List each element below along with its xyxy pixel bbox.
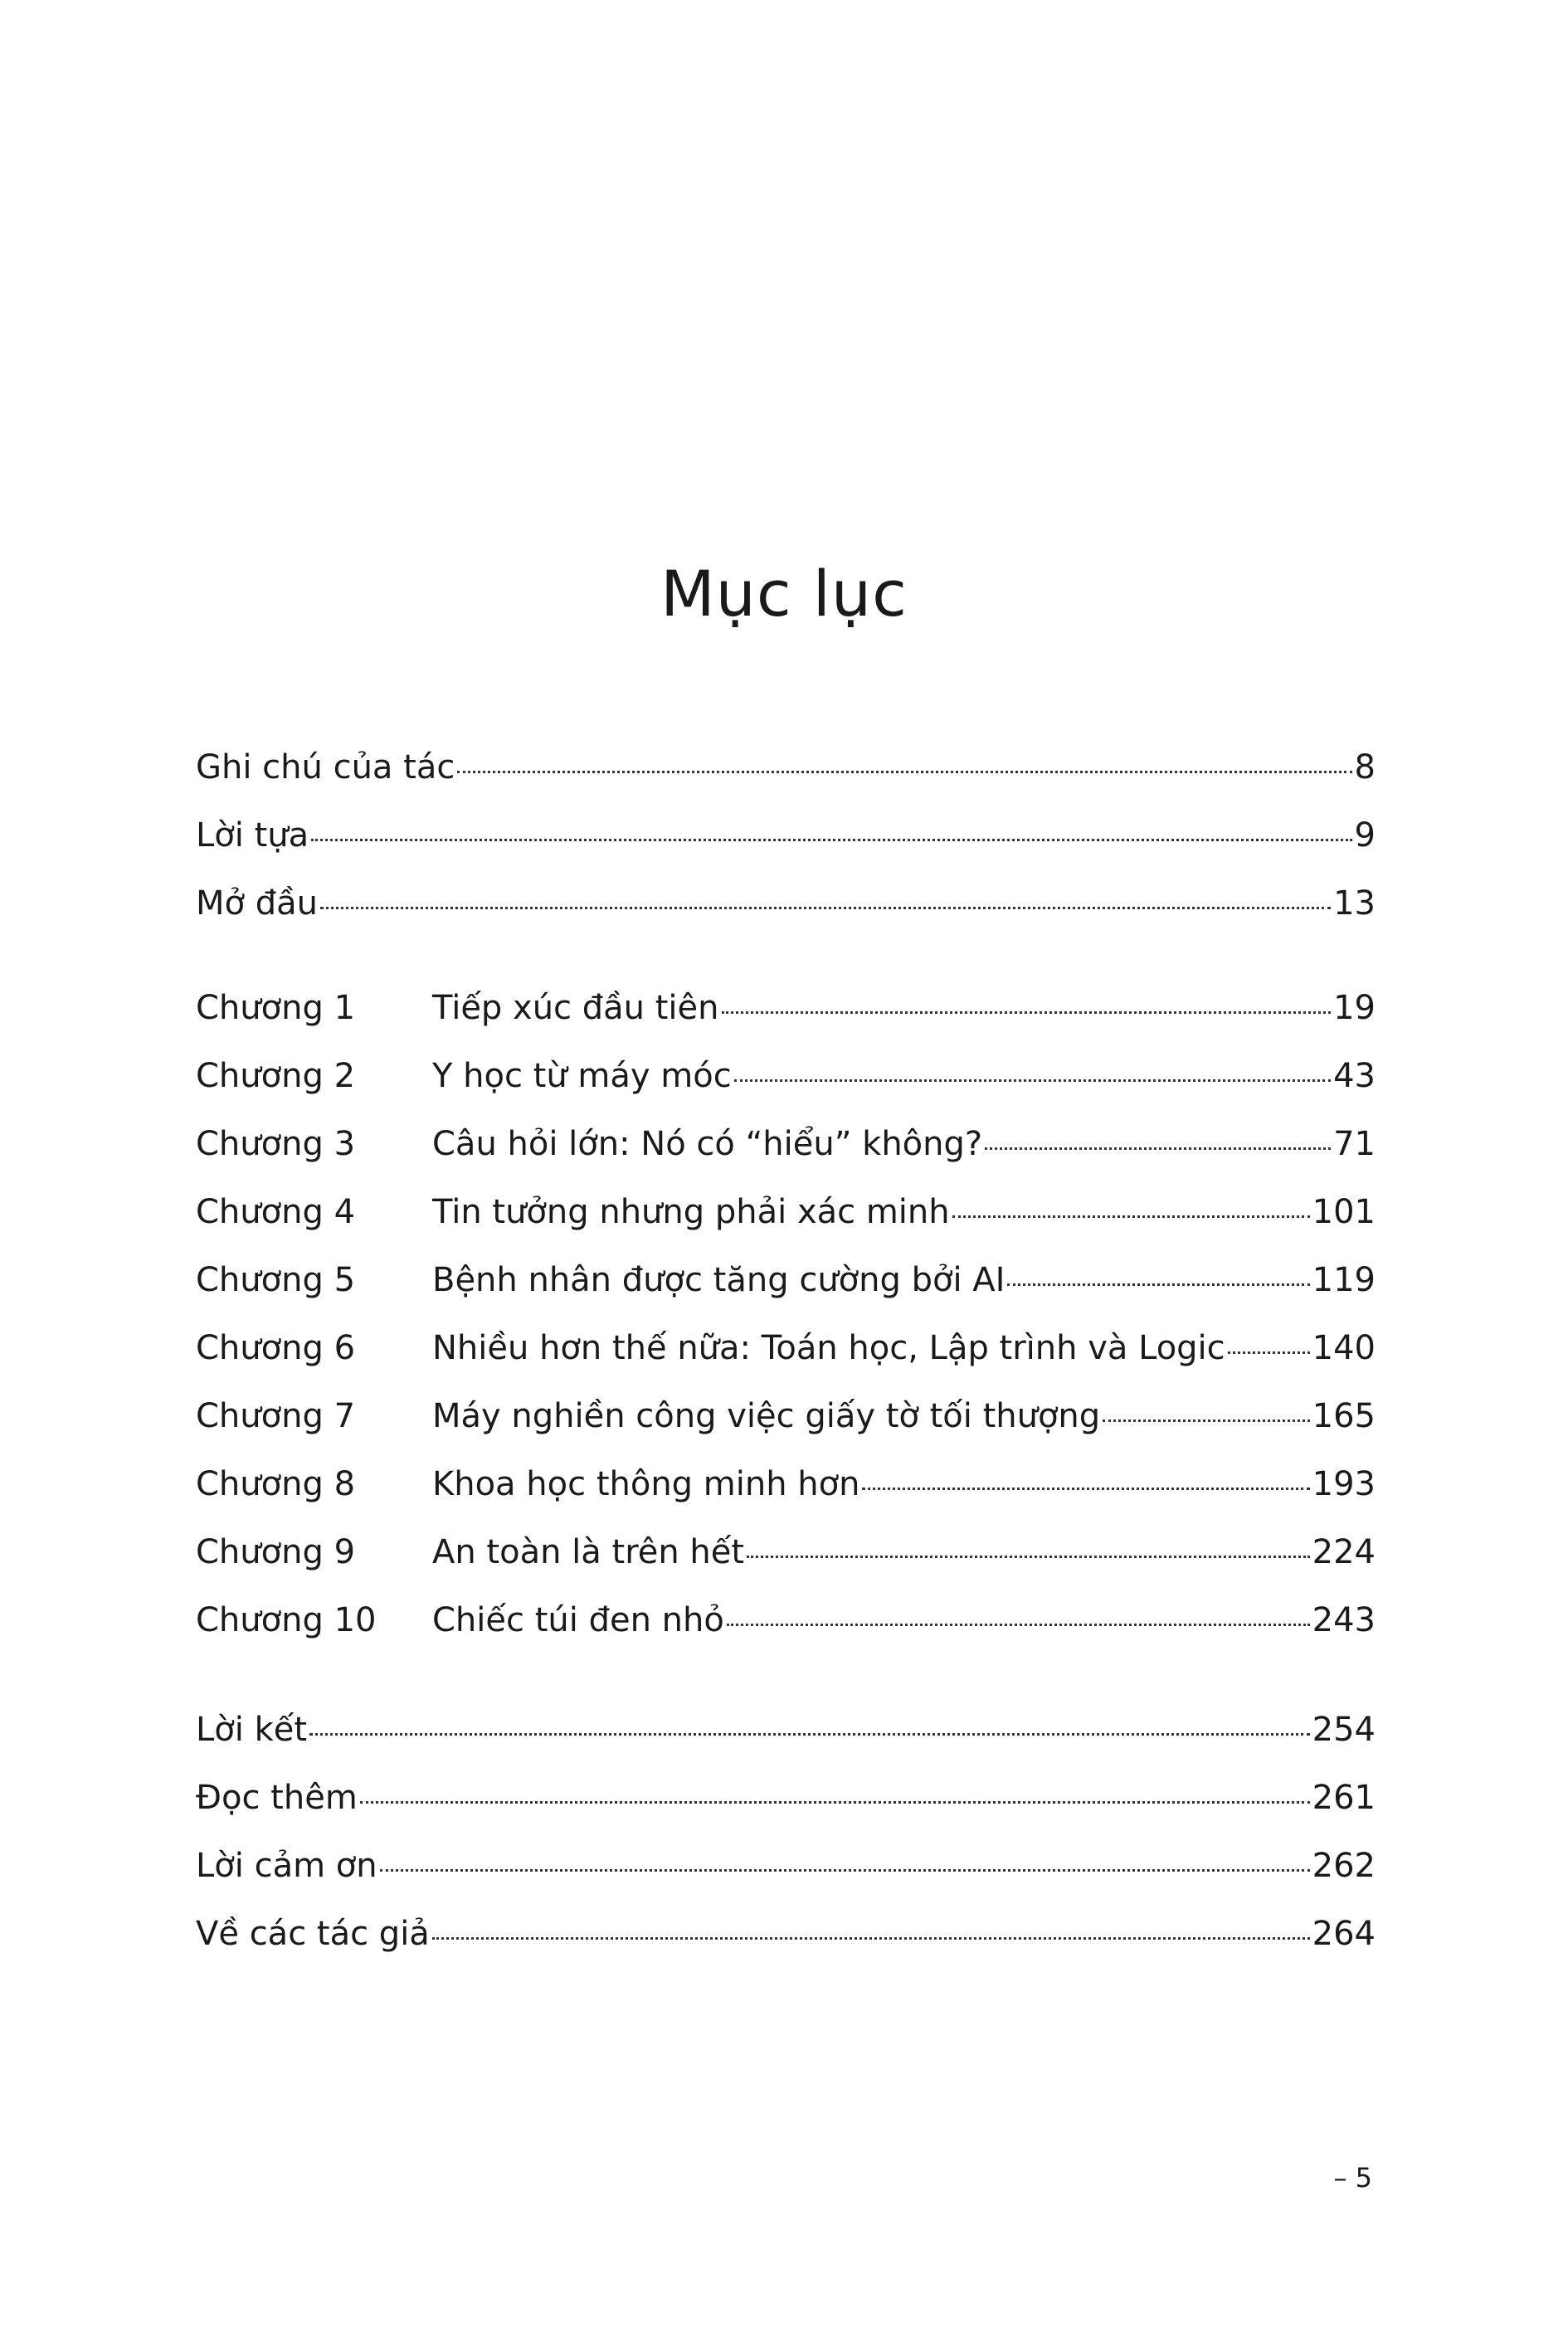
chapter-label: Chương 1	[196, 989, 356, 1027]
entry-title: Lời tựa	[196, 816, 309, 855]
chapter-page-number: 140	[1312, 1329, 1376, 1367]
toc-entry	[196, 811, 1376, 860]
chapter-entry	[196, 1391, 1376, 1441]
footer-page-number: – 5	[1333, 2162, 1372, 2194]
entry-title: Mở đầu	[196, 884, 318, 923]
chapter-label: Chương 3	[196, 1125, 356, 1163]
chapter-page-number: 165	[1312, 1397, 1376, 1435]
chapter-title: Tin tưởng nhưng phải xác minh	[432, 1193, 950, 1231]
dot-leader	[747, 1556, 1310, 1558]
toc-entry	[196, 743, 1376, 792]
entry-page-number: 13	[1333, 884, 1376, 923]
entry-title: Về các tác giả	[196, 1915, 430, 1953]
toc-entry	[196, 1773, 1376, 1823]
entry-page-number: 9	[1354, 816, 1376, 855]
chapter-label: Chương 2	[196, 1057, 356, 1095]
toc-entry	[196, 879, 1376, 928]
page-title: Mục lục	[660, 556, 908, 631]
dot-leader	[1007, 1283, 1309, 1286]
dot-leader	[1228, 1351, 1310, 1354]
chapter-title: Khoa học thông minh hơn	[432, 1465, 860, 1503]
chapter-label: Chương 6	[196, 1329, 356, 1367]
chapter-page-number: 243	[1312, 1601, 1376, 1639]
chapter-page-number: 71	[1333, 1125, 1376, 1163]
chapter-title: An toàn là trên hết	[432, 1533, 745, 1571]
toc-entry	[196, 1841, 1376, 1891]
chapter-page-number: 19	[1333, 989, 1376, 1027]
chapter-entry	[196, 983, 1376, 1033]
chapter-page-number: 43	[1333, 1057, 1376, 1095]
chapter-title: Chiếc túi đen nhỏ	[432, 1601, 724, 1639]
chapter-entry	[196, 1595, 1376, 1645]
dot-leader	[320, 907, 1331, 909]
chapter-page-number: 101	[1312, 1193, 1376, 1231]
chapter-page-number: 119	[1312, 1261, 1376, 1299]
entry-title: Đọc thêm	[196, 1779, 358, 1817]
chapter-page-number: 224	[1312, 1533, 1376, 1571]
entry-page-number: 254	[1312, 1711, 1376, 1749]
chapter-label: Chương 8	[196, 1465, 356, 1503]
chapter-entry	[196, 1459, 1376, 1509]
chapter-title: Y học từ máy móc	[432, 1057, 732, 1095]
chapter-title: Tiếp xúc đầu tiên	[432, 989, 719, 1027]
entry-page-number: 8	[1354, 748, 1376, 786]
chapter-entry	[196, 1527, 1376, 1577]
dot-leader	[862, 1488, 1309, 1490]
entry-title: Lời kết	[196, 1711, 308, 1749]
toc-entry	[196, 1705, 1376, 1755]
dot-leader	[457, 771, 1351, 773]
chapter-label: Chương 9	[196, 1533, 356, 1571]
entry-page-number: 262	[1312, 1847, 1376, 1885]
entry-title: Ghi chú của tác	[196, 748, 455, 786]
chapter-label: Chương 7	[196, 1397, 356, 1435]
chapter-title: Nhiều hơn thế nữa: Toán học, Lập trình và Logic	[432, 1329, 1225, 1367]
dot-leader	[311, 839, 1351, 841]
chapter-title: Bệnh nhân được tăng cường bởi AI	[432, 1261, 1006, 1299]
chapter-entry	[196, 1119, 1376, 1169]
dot-leader	[1103, 1419, 1309, 1422]
chapter-label: Chương 5	[196, 1261, 356, 1299]
entry-page-number: 264	[1312, 1915, 1376, 1953]
dot-leader	[722, 1011, 1332, 1014]
chapter-entry	[196, 1323, 1376, 1373]
chapter-entry	[196, 1187, 1376, 1237]
chapter-entry	[196, 1255, 1376, 1305]
dot-leader	[309, 1733, 1310, 1736]
dot-leader	[727, 1624, 1310, 1626]
dot-leader	[380, 1869, 1310, 1872]
entry-page-number: 261	[1312, 1779, 1376, 1817]
chapter-title: Máy nghiền công việc giấy tờ tối thượng	[432, 1397, 1101, 1435]
dot-leader	[952, 1215, 1310, 1218]
chapter-page-number: 193	[1312, 1465, 1376, 1503]
chapter-entry	[196, 1051, 1376, 1101]
dot-leader	[985, 1147, 1331, 1150]
chapter-label: Chương 10	[196, 1601, 377, 1639]
dot-leader	[734, 1079, 1331, 1082]
entry-title: Lời cảm ơn	[196, 1847, 377, 1885]
chapter-title: Câu hỏi lớn: Nó có “hiểu” không?	[432, 1125, 983, 1163]
dot-leader	[432, 1937, 1310, 1940]
chapter-label: Chương 4	[196, 1193, 356, 1231]
toc-entry	[196, 1909, 1376, 1959]
dot-leader	[360, 1801, 1310, 1804]
